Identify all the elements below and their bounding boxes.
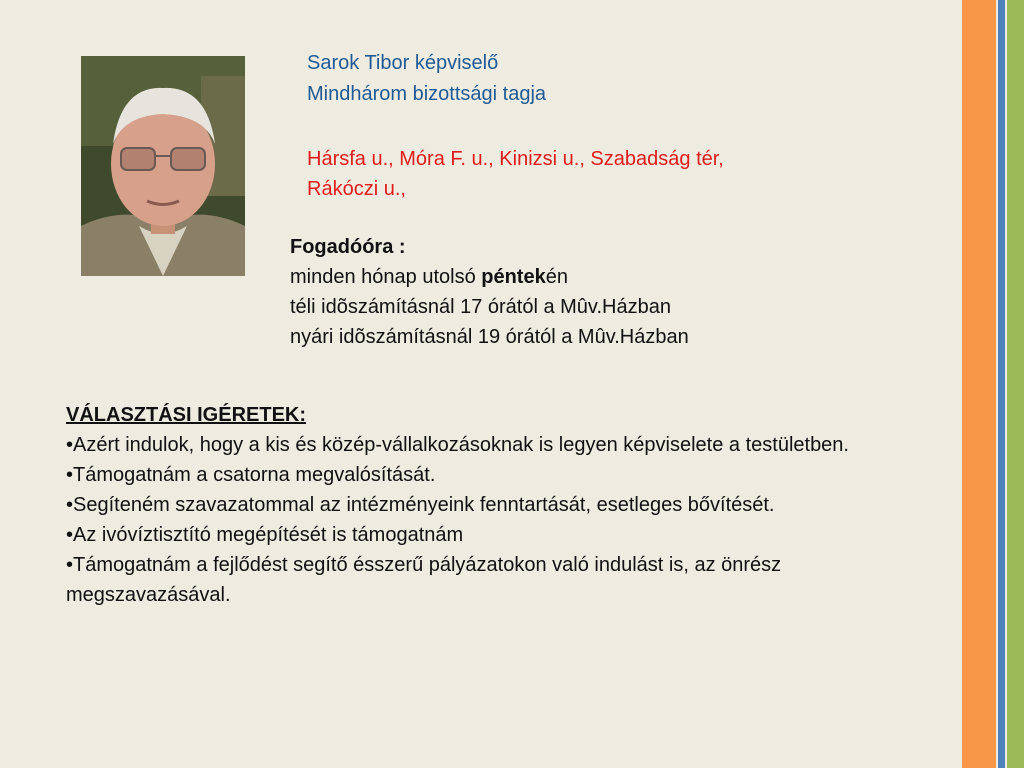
office-hours-text: minden hónap utolsó xyxy=(290,266,482,288)
office-hours-day: péntek xyxy=(481,266,546,288)
promise-item: •Támogatnám a fejlődést segítő ésszerű pályázatokon való indulást is, az önrész megszavazásával. xyxy=(66,554,782,606)
portrait-photo xyxy=(81,56,245,276)
promise-item: •Az ivóvíztisztító megépítését is támogatnám xyxy=(66,524,464,546)
office-hours-line: téli idõszámításnál 17 órától a Mûv.Házban xyxy=(290,296,671,318)
decorative-stripe-blue xyxy=(998,0,1005,768)
promise-item: •Azért indulok, hogy a kis és közép-vállalkozásoknak is legyen képviselete a testületben. xyxy=(66,434,849,456)
election-promises xyxy=(66,400,866,610)
promises-heading: VÁLASZTÁSI IGÉRETEK: xyxy=(66,404,307,426)
office-hours-text: én xyxy=(545,266,568,288)
representative-name: Sarok Tibor képviselő xyxy=(307,52,499,74)
office-hours-line xyxy=(290,262,689,292)
promise-item: •Támogatnám a csatorna megvalósítását. xyxy=(66,464,436,486)
office-hours-title: Fogadóóra : xyxy=(290,236,406,258)
district-streets xyxy=(307,144,827,204)
streets-line: Hársfa u., Móra F. u., Kinizsi u., Szabadság tér, xyxy=(307,148,724,170)
office-hours-line: nyári idõszámításnál 19 órától a Mûv.Házban xyxy=(290,326,689,348)
office-hours xyxy=(290,232,689,352)
representative-role: Mindhárom bizottsági tagja xyxy=(307,83,547,105)
decorative-stripe-orange xyxy=(962,0,996,768)
decorative-stripe-green xyxy=(1007,0,1024,768)
representative-header xyxy=(307,48,546,110)
promise-item: •Segíteném szavazatommal az intézményeink fenntartását, esetleges bővítését. xyxy=(66,494,775,516)
streets-line: Rákóczi u., xyxy=(307,178,406,200)
